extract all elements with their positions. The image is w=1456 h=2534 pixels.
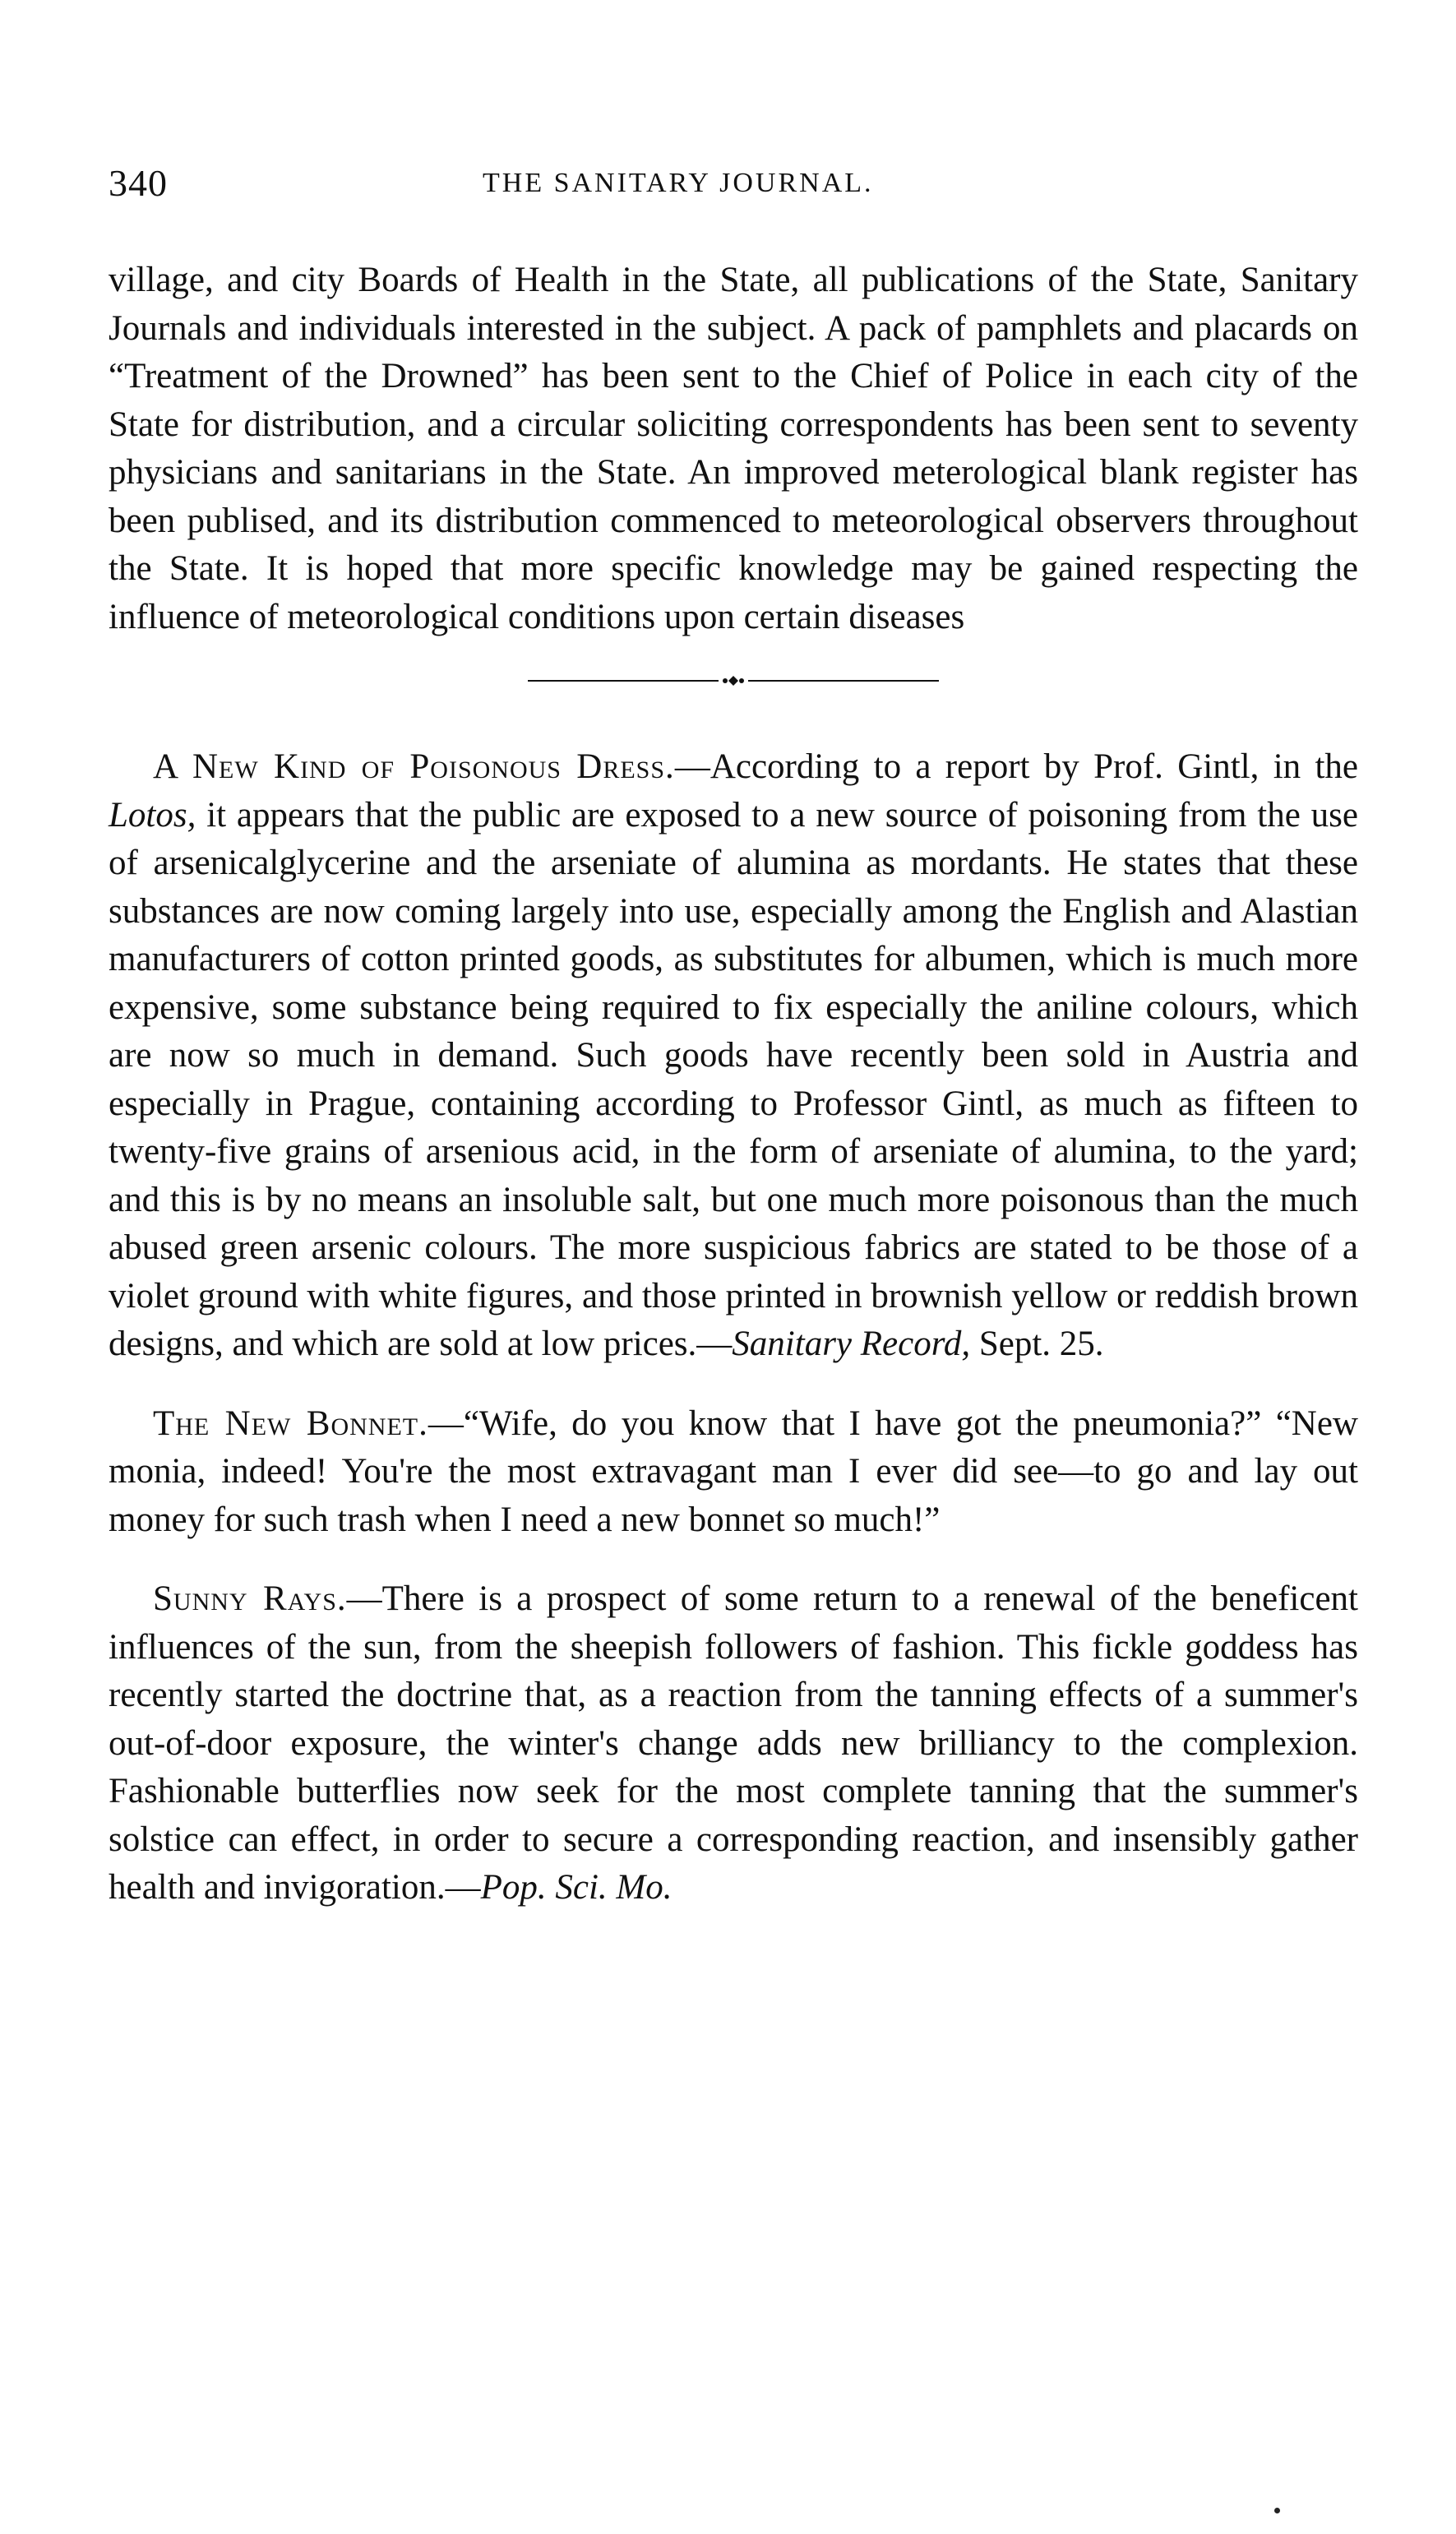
journal-reference: Lotos,	[109, 795, 196, 835]
intro-paragraph: village, and city Boards of Health in the State, all publications of the State, Sanitary Journals and individuals interested in the subject. A pack of pamphlets and placards on “Treatment of the Drowned” has been sent to the Chief of Police in each city of the State for distribution, and a circular soliciting correspondents has been sent to seventy physicians and sanitarians in the State. An improved meterological blank register has been publised, and its distribution commenced to meteorological observers throughout the State. It is hoped that more specific knowledge may be gained respecting the influence of meteorological conditions upon certain diseases	[109, 261, 1358, 636]
article-heading: The New Bonnet.	[153, 1403, 428, 1443]
article-text: —According to a report by Prof. Gintl, in the	[674, 747, 1358, 786]
journal-title: THE SANITARY JOURNAL.	[483, 168, 874, 198]
section-divider	[528, 674, 939, 687]
article-new-bonnet	[109, 1400, 1358, 1545]
source-citation: Pop. Sci. Mo.	[480, 1868, 673, 1907]
article-heading: A New Kind of Poisonous Dress.	[153, 747, 675, 786]
divider-ornament-right-dot	[739, 678, 744, 683]
running-head	[109, 161, 1358, 210]
citation-date: Sept. 25.	[970, 1325, 1104, 1363]
article-poisonous-dress	[109, 743, 1358, 1369]
article-text: it appears that the public are exposed to a new source of poisoning from the use of arsenicalglycerine and the arseniate of alumina as mordants. He states that these substances are now coming largely into use, especially among the English and Alastian manufacturers of cotton printed goods, as substitutes for albumen, which is much more expensive, some substance being required to fix especially the aniline colours, which are now so much in demand. Such goods have recently been sold in Austria and especially in Prague, containing according to Professor Gintl, as much as fifteen to twenty-five grains of arsenious acid, in the form of arseniate of alumina, to the yard; and this is by no means an insoluble salt, but one much more poisonous than the much abused green arsenic colours. The more suspicious fabrics are stated to be those of a violet ground with white figures, and those printed in brownish yellow or reddish brown designs, and which are sold at low prices.—	[109, 795, 1358, 1363]
article-sunny-rays	[109, 1575, 1358, 1912]
journal-page	[109, 161, 1358, 1912]
divider-ornament-left-dot	[723, 678, 728, 683]
article-text: —“Wife, do you know that I have got the pneumonia?” “New monia, indeed! You're the most extravagant man I ever did see—to go and lay out money for such trash when I need a new bonnet so much!”	[109, 1403, 1358, 1539]
print-speck	[1274, 2508, 1280, 2513]
page-number: 340	[109, 162, 168, 204]
source-citation: Sanitary Record,	[732, 1325, 971, 1363]
divider-ornament-diamond	[728, 676, 738, 686]
article-heading: Sunny Rays.	[153, 1579, 347, 1618]
article-text: —There is a prospect of some return to a renewal of the beneficent influences of the sun, from the sheepish followers of fashion. This fickle goddess has recently started the doctrine that, as a reaction from the tanning effects of a summer's out-of-door exposure, the winter's change adds new brilliancy to the complexion. Fashionable butterflies now seek for the most complete tanning that the summer's solstice can effect, in order to secure a corresponding reaction, and insensibly gather health and invigoration.—	[109, 1579, 1358, 1907]
